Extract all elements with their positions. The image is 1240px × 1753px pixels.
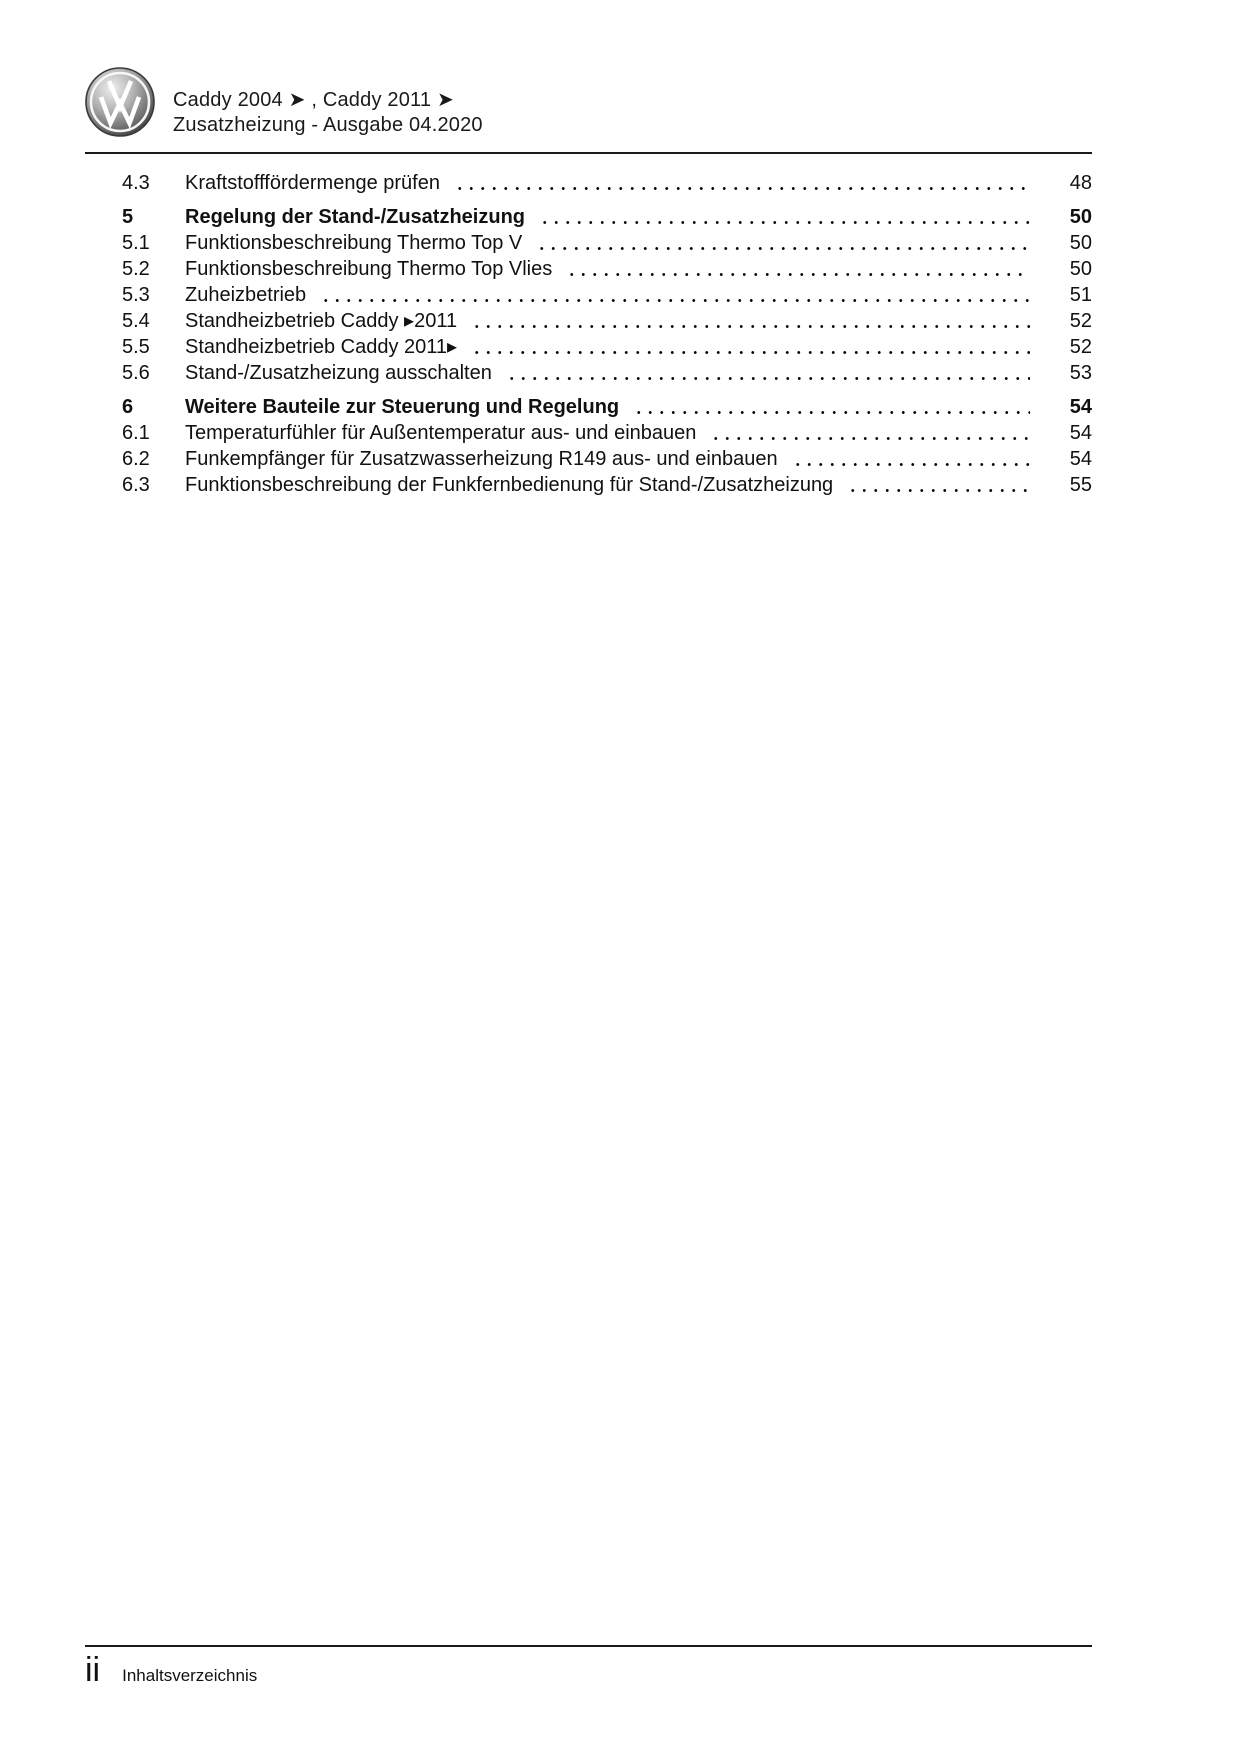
toc-entry-number: 5.3 [122,284,150,306]
toc-row [122,394,1092,420]
toc-row [122,360,1092,386]
toc-dot-leader [454,170,1030,196]
toc-entry-number: 5.4 [122,310,150,332]
footer-section-label: Inhaltsverzeichnis [122,1666,258,1685]
toc-entry-number: 6.3 [122,474,150,496]
toc-entry-number: 5 [122,206,134,228]
header-model-line: Caddy 2004 ➤ , Caddy 2011 ➤ [173,89,454,111]
toc-dot-leader [320,282,1030,308]
toc-entry-number: 6 [122,396,134,418]
page-header [85,66,1092,138]
toc-row [122,230,1092,256]
toc-entry-page: 53 [1069,362,1092,384]
footer-page-number: ii [85,1651,101,1689]
toc-row [122,334,1092,360]
toc-entry-title: Funktionsbeschreibung der Funkfernbedienung für Stand-/Zusatzheizung [185,474,834,496]
toc-entry-title: Regelung der Stand-/Zusatzheizung [185,206,526,228]
toc-row [122,446,1092,472]
header-edition-line: Zusatzheizung - Ausgabe 04.2020 [173,114,483,136]
toc-entry-page: 48 [1069,172,1092,194]
toc-row [122,308,1092,334]
toc-list [122,170,1092,498]
toc-dot-leader [847,472,1030,498]
toc-entry-page: 50 [1069,258,1092,280]
toc-entry-title: Funktionsbeschreibung Thermo Top V [185,232,523,254]
toc-entry-title: Funktionsbeschreibung Thermo Top Vlies [185,258,553,280]
vw-logo-icon [85,66,155,138]
footer-divider [85,1645,1092,1647]
toc-entry-number: 5.1 [122,232,150,254]
toc-entry-page: 54 [1069,448,1092,470]
toc-dot-leader [539,204,1030,230]
toc-entry-number: 6.2 [122,448,150,470]
page-footer [85,1652,257,1688]
toc-entry-title: Stand-/Zusatzheizung ausschalten [185,362,492,384]
toc-entry-page: 52 [1069,336,1092,358]
toc-entry-page: 55 [1069,474,1092,496]
toc-row [122,282,1092,308]
toc-dot-leader [536,230,1030,256]
toc-entry-number: 4.3 [122,172,150,194]
toc-entry-title: Temperaturfühler für Außentemperatur aus- und einbauen [185,422,697,444]
toc-entry-title: Weitere Bauteile zur Steuerung und Regelung [185,396,620,418]
header-divider [85,152,1092,154]
toc-row [122,170,1092,196]
header-title-block [173,66,483,138]
toc-entry-number: 6.1 [122,422,150,444]
toc-dot-leader [471,334,1030,360]
toc-entry-page: 50 [1069,206,1092,228]
toc-row [122,420,1092,446]
toc-dot-leader [633,394,1030,420]
toc-entry-number: 5.5 [122,336,150,358]
toc-entry-title: Kraftstofffördermenge prüfen [185,172,440,194]
toc-row [122,256,1092,282]
toc-dot-leader [506,360,1030,386]
toc-entry-title: Standheizbetrieb Caddy 2011▸ [185,336,458,358]
toc-entry-number: 5.2 [122,258,150,280]
toc-entry-page: 52 [1069,310,1092,332]
toc-row [122,472,1092,498]
toc-entry-title: Zuheizbetrieb [185,284,307,306]
toc-row [122,204,1092,230]
toc-entry-page: 51 [1069,284,1092,306]
toc-dot-leader [471,308,1030,334]
toc-entry-page: 54 [1069,422,1092,444]
toc-dot-leader [792,446,1030,472]
toc-entry-page: 50 [1069,232,1092,254]
toc-entry-page: 54 [1069,396,1092,418]
toc-entry-number: 5.6 [122,362,150,384]
toc-dot-leader [566,256,1030,282]
toc-entry-title: Funkempfänger für Zusatzwasserheizung R149 aus- und einbauen [185,448,778,470]
toc-entry-title: Standheizbetrieb Caddy ▸2011 [185,310,458,332]
toc-dot-leader [710,420,1030,446]
